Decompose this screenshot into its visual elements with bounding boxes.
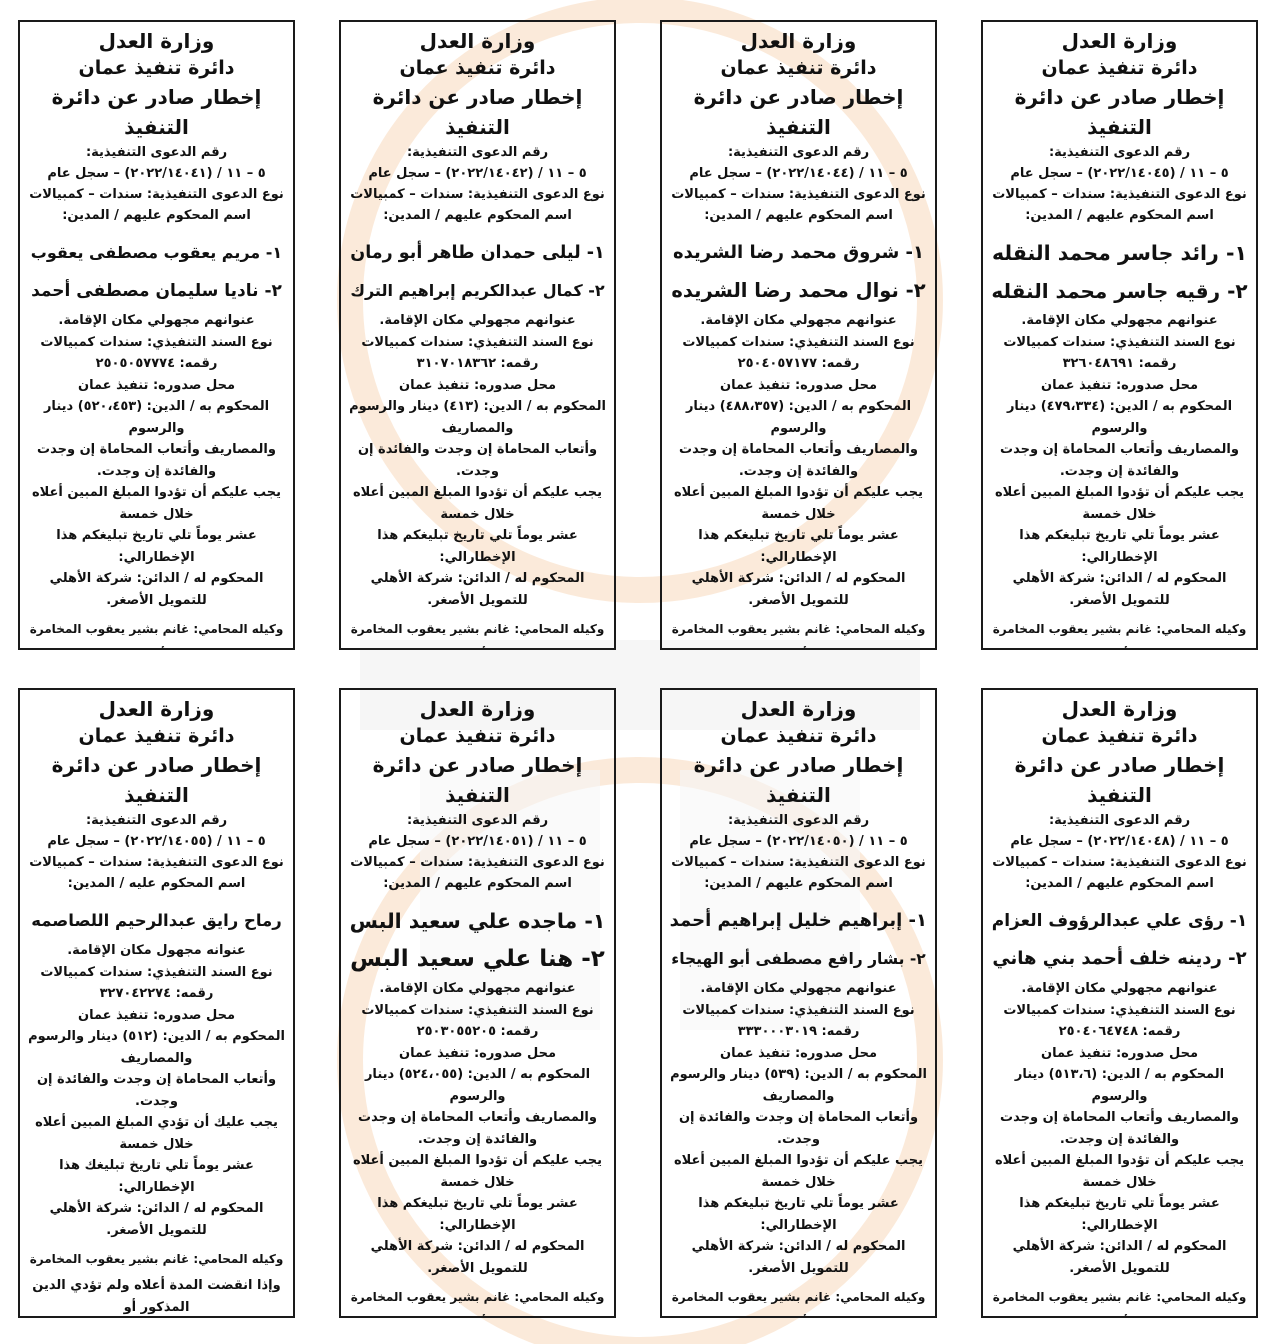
document-number: رقمه: ٣٣٣٠٠٠٣٠١٩ (737, 1024, 860, 1039)
creditor: المحكوم له / الدائن: شركة الأهلي للتمويل الأصغر. (1012, 1239, 1227, 1276)
case-number-label: رقم الدعوى التنفيذية: (85, 145, 228, 160)
debtor-address: عنوانهم مجهولي مكان الإقامة. (700, 981, 897, 996)
lawyer-name: وكيله المحامي: غانم بشير يعقوب المخامرة (671, 622, 926, 636)
notice-title: إخطار صادر عن دائرة التنفيذ (693, 85, 904, 139)
document-number: رقمه: ٢٥٠٥٠٥٧٧٧٤ (95, 356, 218, 371)
case-number: ٥ – ١١ / (٢٠٢٢/١٤٠٤٢) – سجل عام (368, 166, 587, 181)
notice-title: إخطار صادر عن دائرة التنفيذ (372, 753, 583, 807)
judgment-fees: والمصاريف وأتعاب المحاماة إن وجدت والفائدة إن وجدت. (37, 442, 276, 479)
debtor-label: اسم المحكوم عليهم / المدين: (383, 876, 572, 891)
judgment-fees: والمصاريف وأتعاب المحاماة إن وجدت والفائدة إن وجدت. (1000, 1110, 1239, 1147)
judgment-amount: المحكوم به / الدين: (٥٢٠،٤٥٣) دينار والرسوم (43, 399, 270, 436)
notice-card (339, 688, 616, 1318)
judgment-amount: المحكوم به / الدين: (٥٣٩) دينار والرسوم والمصاريف (670, 1067, 927, 1104)
creditor: المحكوم له / الدائن: شركة الأهلي للتمويل الأصغر. (691, 1239, 906, 1276)
debtor-label: اسم المحكوم عليهم / المدين: (704, 876, 893, 891)
issue-place: محل صدوره: تنفيذ عمان (719, 1045, 878, 1061)
debtor-label: اسم المحكوم عليه / المدين: (67, 876, 246, 891)
case-number: ٥ – ١١ / (٢٠٢٢/١٤٠٤٨) – سجل عام (1010, 834, 1229, 849)
ministry-heading: وزارة العدل (740, 29, 857, 53)
department-heading: دائرة تنفيذ عمان (1041, 725, 1198, 747)
document-number: رقمه: ٣٢٧٠٤٢٢٧٤ (99, 986, 214, 1001)
payment-deadline: عشر يوماً تلي تاريخ تبليغكم هذا الإخطارالي: (377, 528, 578, 565)
document-type: نوع السند التنفيذي: سندات كمبيالات (40, 964, 273, 980)
creditor: المحكوم له / الدائن: شركة الأهلي للتمويل الأصغر. (370, 571, 585, 608)
payment-instruction: يجب عليكم أن تؤدوا المبلغ المبين أعلاه خلال خمسة (353, 485, 602, 522)
case-number-label: رقم الدعوى التنفيذية: (1048, 145, 1191, 160)
debtor-name: ٢- ناديا سليمان مصطفى أحمد (31, 281, 282, 301)
debtor-name: ١- ليلى حمدان طاهر أبو رمان (350, 243, 605, 263)
lawyer-name: وكيله المحامي: غانم بشير يعقوب المخامرة (29, 622, 284, 636)
payment-instruction: يجب عليكم أن تؤدوا المبلغ المبين أعلاه خلال خمسة (353, 1153, 602, 1190)
notice-title: إخطار صادر عن دائرة التنفيذ (1014, 753, 1225, 807)
issue-place: محل صدوره: تنفيذ عمان (77, 1007, 236, 1023)
case-number: ٥ – ١١ / (٢٠٢٢/١٤٠٥١) – سجل عام (368, 834, 587, 849)
document-number: رقمه: ٣٢٦٠٤٨٦٩١ (1062, 356, 1177, 371)
lawyer-name: وكيله المحامي: غانم بشير يعقوب المخامرة (350, 622, 605, 636)
debtor-label: اسم المحكوم عليهم / المدين: (704, 208, 893, 223)
judgment-fees: والمصاريف وأتعاب المحاماة إن وجدت والفائدة إن وجدت. (679, 442, 918, 479)
notice-card (981, 20, 1258, 650)
debtor-address: عنوانهم مجهولي مكان الإقامة. (700, 313, 897, 328)
case-type: نوع الدعوى التنفيذية: سندات – كمبيالات (992, 855, 1247, 870)
creditor: المحكوم له / الدائن: شركة الأهلي للتمويل الأصغر. (1012, 571, 1227, 608)
department-heading: دائرة تنفيذ عمان (399, 725, 556, 747)
case-type: نوع الدعوى التنفيذية: سندات – كمبيالات (671, 855, 926, 870)
document-type: نوع السند التنفيذي: سندات كمبيالات (361, 1002, 594, 1018)
case-number-label: رقم الدعوى التنفيذية: (406, 145, 549, 160)
department-heading: دائرة تنفيذ عمان (399, 57, 556, 79)
debtor-label: اسم المحكوم عليهم / المدين: (383, 208, 572, 223)
debtor-name: ١- شروق محمد رضا الشريده (672, 242, 925, 263)
document-type: نوع السند التنفيذي: سندات كمبيالات (682, 334, 915, 350)
document-type: نوع السند التنفيذي: سندات كمبيالات (1003, 1002, 1236, 1018)
notice-title: إخطار صادر عن دائرة التنفيذ (693, 753, 904, 807)
notice-title: إخطار صادر عن دائرة التنفيذ (51, 85, 262, 139)
debtor-name: ٢- هنا علي سعيد البس (350, 946, 605, 972)
debtor-address: عنوانهم مجهولي مكان الإقامة. (379, 313, 576, 328)
ministry-heading: وزارة العدل (98, 697, 215, 721)
issue-place: محل صدوره: تنفيذ عمان (398, 377, 557, 393)
document-type: نوع السند التنفيذي: سندات كمبيالات (1003, 334, 1236, 350)
case-number-label: رقم الدعوى التنفيذية: (727, 145, 870, 160)
payment-instruction: يجب عليكم أن تؤدوا المبلغ المبين أعلاه خلال خمسة (674, 485, 923, 522)
judgment-fees: وأتعاب المحاماة إن وجدت والفائدة إن وجدت. (36, 1072, 277, 1109)
debtor-name: ١- مريم يعقوب مصطفى يعقوب (30, 243, 283, 262)
issue-place: محل صدوره: تنفيذ عمان (719, 377, 878, 393)
document-number: رقمه: ٢٥٠٤٠٦٤٧٤٨ (1058, 1024, 1181, 1039)
payment-instruction: يجب عليكم أن تؤدوا المبلغ المبين أعلاه خلال خمسة (995, 485, 1244, 522)
document-number: رقمه: ٣١٠٧٠١٨٣٦٢ (416, 356, 539, 371)
payment-deadline: عشر يوماً تلي تاريخ تبليغكم هذا الإخطارالي: (698, 528, 899, 565)
payment-deadline: عشر يوماً تلي تاريخ تبليغك هذا الإخطارالي: (59, 1158, 254, 1195)
issue-place: محل صدوره: تنفيذ عمان (77, 377, 236, 393)
debtor-name: ٢- بشار رافع مصطفى أبو الهيجاء (671, 950, 926, 968)
lawyer-name: وكيله المحامي: غانم بشير يعقوب المخامرة (350, 1290, 605, 1304)
document-number: رقمه: ٢٥٠٤٠٥٧١٧٧ (737, 356, 860, 371)
case-type: نوع الدعوى التنفيذية: سندات – كمبيالات (29, 855, 284, 870)
department-heading: دائرة تنفيذ عمان (1041, 57, 1198, 79)
debtor-name: ١- ماجده علي سعيد البس (349, 909, 606, 933)
judgment-fees: والمصاريف وأتعاب المحاماة إن وجدت والفائدة إن وجدت. (1000, 442, 1239, 479)
payment-instruction: يجب عليك أن تؤدي المبلغ المبين أعلاه خلال خمسة (35, 1115, 278, 1152)
payment-deadline: عشر يوماً تلي تاريخ تبليغكم هذا الإخطارالي: (1019, 528, 1220, 565)
closing-text (28, 645, 285, 650)
document-type: نوع السند التنفيذي: سندات كمبيالات (40, 334, 273, 350)
debtor-address: عنوانهم مجهولي مكان الإقامة. (1021, 981, 1218, 996)
judgment-amount: المحكوم به / الدين: (٥١٢) دينار والرسوم والمصاريف (28, 1029, 285, 1066)
debtor-name: ١- رائد جاسر محمد النقله (991, 241, 1248, 265)
payment-deadline: عشر يوماً تلي تاريخ تبليغكم هذا الإخطارالي: (698, 1196, 899, 1233)
ministry-heading: وزارة العدل (419, 697, 536, 721)
creditor: المحكوم له / الدائن: شركة الأهلي للتمويل الأصغر. (370, 1239, 585, 1276)
notice-card (660, 20, 937, 650)
case-number-label: رقم الدعوى التنفيذية: (85, 813, 228, 828)
case-number: ٥ – ١١ / (٢٠٢٢/١٤٠٤٤) – سجل عام (689, 166, 908, 181)
case-type: نوع الدعوى التنفيذية: سندات – كمبيالات (992, 187, 1247, 202)
case-number-label: رقم الدعوى التنفيذية: (727, 813, 870, 828)
closing-text (349, 1313, 606, 1318)
department-heading: دائرة تنفيذ عمان (78, 725, 235, 747)
case-type: نوع الدعوى التنفيذية: سندات – كمبيالات (350, 855, 605, 870)
lawyer-name: وكيله المحامي: غانم بشير يعقوب المخامرة (29, 1252, 284, 1266)
debtor-name: ١- إبراهيم خليل إبراهيم أحمد (669, 910, 927, 931)
notice-card (18, 688, 295, 1318)
debtor-name: ٢- ردينه خلف أحمد بني هاني (992, 948, 1247, 969)
payment-deadline: عشر يوماً تلي تاريخ تبليغكم هذا الإخطارالي: (56, 528, 257, 565)
notice-title: إخطار صادر عن دائرة التنفيذ (1014, 85, 1225, 139)
debtor-name: ٢- رقيه جاسر محمد النقله (991, 279, 1248, 303)
judgment-fees: والمصاريف وأتعاب المحاماة إن وجدت والفائدة إن وجدت. (358, 1110, 597, 1147)
ministry-heading: وزارة العدل (740, 697, 857, 721)
creditor: المحكوم له / الدائن: شركة الأهلي للتمويل الأصغر. (691, 571, 906, 608)
debtor-label: اسم المحكوم عليهم / المدين: (62, 208, 251, 223)
case-type: نوع الدعوى التنفيذية: سندات – كمبيالات (671, 187, 926, 202)
notice-card (339, 20, 616, 650)
judgment-fees: وأتعاب المحاماة إن وجدت والفائدة إن وجدت. (678, 1110, 919, 1147)
closing-text (349, 645, 606, 650)
notice-card (981, 688, 1258, 1318)
debtor-name: ٢- كمال عبدالكريم إبراهيم الترك (350, 281, 605, 300)
notice-title: إخطار صادر عن دائرة التنفيذ (51, 753, 262, 807)
payment-deadline: عشر يوماً تلي تاريخ تبليغكم هذا الإخطارالي: (377, 1196, 578, 1233)
issue-place: محل صدوره: تنفيذ عمان (1040, 1045, 1199, 1061)
payment-instruction: يجب عليكم أن تؤدوا المبلغ المبين أعلاه خلال خمسة (674, 1153, 923, 1190)
notice-card (660, 688, 937, 1318)
creditor: المحكوم له / الدائن: شركة الأهلي للتمويل الأصغر. (49, 571, 264, 608)
issue-place: محل صدوره: تنفيذ عمان (398, 1045, 557, 1061)
debtor-address: عنوانهم مجهولي مكان الإقامة. (58, 313, 255, 328)
case-type: نوع الدعوى التنفيذية: سندات – كمبيالات (29, 187, 284, 202)
debtor-name: ٢- نوال محمد رضا الشريده (671, 279, 926, 302)
closing-text (991, 1313, 1248, 1318)
payment-deadline: عشر يوماً تلي تاريخ تبليغكم هذا الإخطارالي: (1019, 1196, 1220, 1233)
department-heading: دائرة تنفيذ عمان (78, 57, 235, 79)
ministry-heading: وزارة العدل (419, 29, 536, 53)
debtor-address: عنوانهم مجهولي مكان الإقامة. (379, 981, 576, 996)
document-number: رقمه: ٢٥٠٣٠٥٥٢٠٥ (416, 1024, 539, 1039)
judgment-amount: المحكوم به / الدين: (٥١٣،٦) دينار والرسوم (1014, 1067, 1225, 1104)
case-number: ٥ – ١١ / (٢٠٢٢/١٤٠٤٥) – سجل عام (1010, 166, 1229, 181)
case-number-label: رقم الدعوى التنفيذية: (406, 813, 549, 828)
judgment-amount: المحكوم به / الدين: (٤٨٨،٣٥٧) دينار والرسوم (685, 399, 912, 436)
payment-instruction: يجب عليكم أن تؤدوا المبلغ المبين أعلاه خلال خمسة (995, 1153, 1244, 1190)
lawyer-name: وكيله المحامي: غانم بشير يعقوب المخامرة (992, 622, 1247, 636)
judgment-amount: المحكوم به / الدين: (٤١٣) دينار والرسوم والمصاريف (349, 399, 606, 436)
ministry-heading: وزارة العدل (98, 29, 215, 53)
creditor: المحكوم له / الدائن: شركة الأهلي للتمويل الأصغر. (49, 1201, 264, 1238)
lawyer-name: وكيله المحامي: غانم بشير يعقوب المخامرة (671, 1290, 926, 1304)
ministry-heading: وزارة العدل (1061, 29, 1178, 53)
judgment-amount: المحكوم به / الدين: (٥٢٤،٠٥٥) دينار والرسوم (364, 1067, 591, 1104)
case-number: ٥ – ١١ / (٢٠٢٢/١٤٠٥٥) – سجل عام (47, 834, 266, 849)
case-number-label: رقم الدعوى التنفيذية: (1048, 813, 1191, 828)
judgment-fees: وأتعاب المحاماة إن وجدت والفائدة إن وجدت. (357, 442, 598, 479)
notice-card (18, 20, 295, 650)
issue-place: محل صدوره: تنفيذ عمان (1040, 377, 1199, 393)
department-heading: دائرة تنفيذ عمان (720, 725, 877, 747)
closing-text (991, 645, 1248, 650)
payment-instruction: يجب عليكم أن تؤدوا المبلغ المبين أعلاه خلال خمسة (32, 485, 281, 522)
case-number: ٥ – ١١ / (٢٠٢٢/١٤٠٥٠) – سجل عام (689, 834, 908, 849)
closing-text: وإذا انقضت المدة أعلاه ولم تؤدي الدين المذكور أو (32, 1278, 281, 1315)
ministry-heading: وزارة العدل (1061, 697, 1178, 721)
debtor-address: عنوانه مجهول مكان الإقامة. (67, 943, 246, 958)
closing-text (670, 645, 927, 650)
debtor-label: اسم المحكوم عليهم / المدين: (1025, 876, 1214, 891)
document-type: نوع السند التنفيذي: سندات كمبيالات (682, 1002, 915, 1018)
case-type: نوع الدعوى التنفيذية: سندات – كمبيالات (350, 187, 605, 202)
notice-title: إخطار صادر عن دائرة التنفيذ (372, 85, 583, 139)
debtor-address: عنوانهم مجهولي مكان الإقامة. (1021, 313, 1218, 328)
document-type: نوع السند التنفيذي: سندات كمبيالات (361, 334, 594, 350)
judgment-amount: المحكوم به / الدين: (٤٧٩،٣٣٤) دينار والرسوم (1006, 399, 1233, 436)
debtor-label: اسم المحكوم عليهم / المدين: (1025, 208, 1214, 223)
debtor-name: رماح رايق عبدالرحيم اللصاصمه (31, 911, 282, 930)
closing-text (670, 1313, 927, 1318)
debtor-name: ١- رؤى علي عبدالرؤوف العزام (991, 911, 1248, 931)
department-heading: دائرة تنفيذ عمان (720, 57, 877, 79)
case-number: ٥ – ١١ / (٢٠٢٢/١٤٠٤١) – سجل عام (47, 166, 266, 181)
lawyer-name: وكيله المحامي: غانم بشير يعقوب المخامرة (992, 1290, 1247, 1304)
